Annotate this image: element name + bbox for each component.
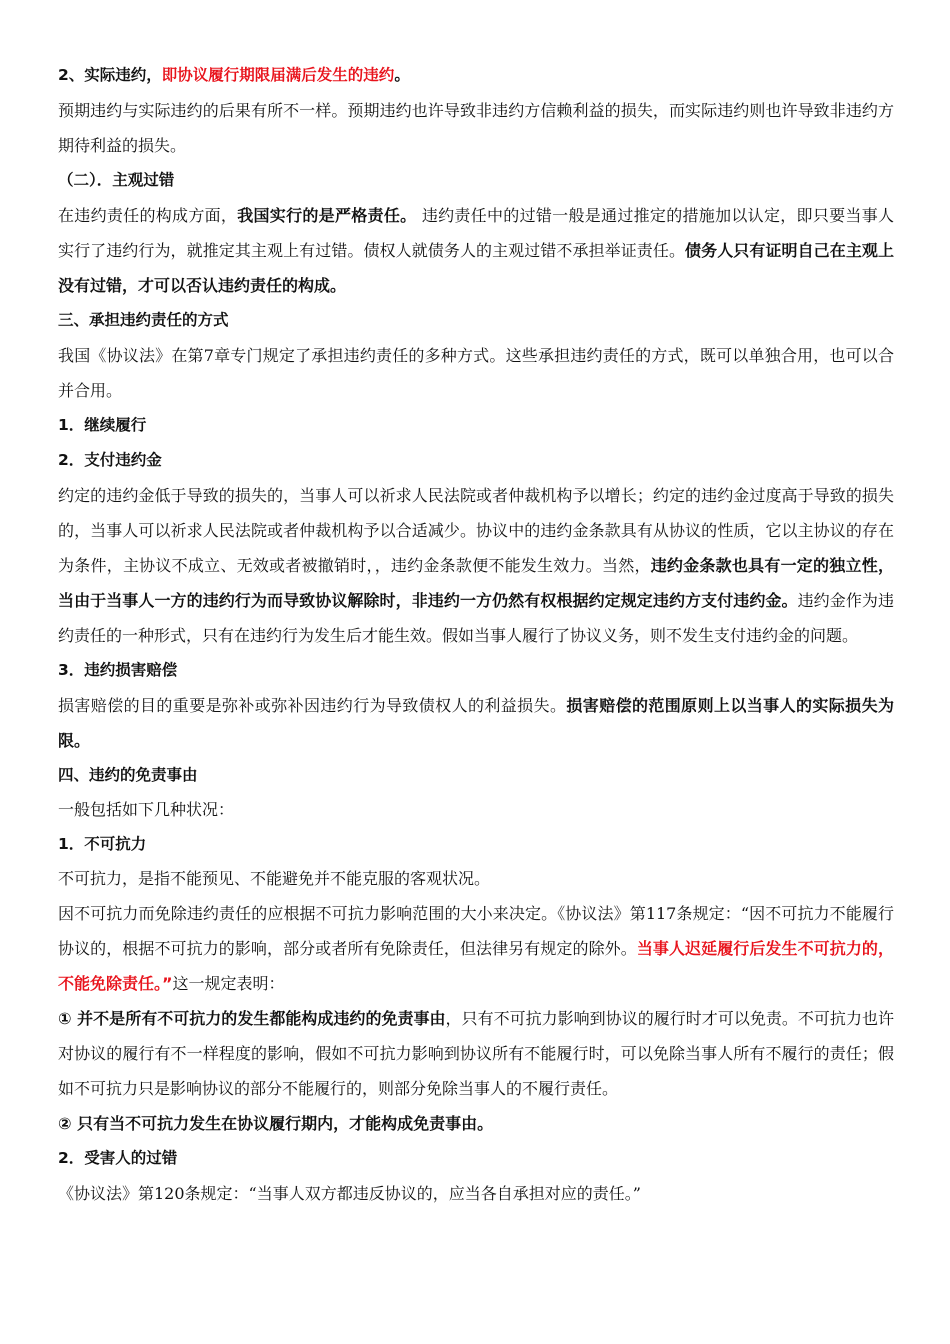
paragraph-text: 违约金作为违约责任的一种形式，只有在违约行为发生后才能生效。假如当事人履行了协议义务，则不发生支付违约金的问题。	[58, 591, 894, 645]
article-120-paragraph: 《协议法》第120条规定：“当事人双方都违反协议的，应当各自承担对应的责任。”	[58, 1184, 641, 1203]
force-majeure-heading: 1．不可抗力	[58, 835, 147, 853]
paragraph-text: 在违约责任的构成方面，	[58, 206, 238, 225]
damages-compensation-heading: 3．违约损害赔偿	[58, 661, 178, 679]
breach-consequence-paragraph: 预期违约与实际违约的后果有所不一样。预期违约也许导致非违约方信赖利益的损失，而实际违约则也许导致非违约方期待利益的损失。	[58, 101, 894, 155]
point-two-paragraph: ② 只有当不可抗力发生在协议履行期内，才能构成免责事由。	[58, 1114, 494, 1133]
bold-emphasis: 债务人只有证明自己在主观上没有过错，才可以否认违约责任的构成。	[58, 241, 894, 295]
paragraph-text: ，只有不可抗力影响到协议的履行时才可以免责。不可抗力也许对协议的履行有不一样程度的影响，假如不可抗力影响到协议所有不能履行时，可以免除当事人所有不履行的责任；假如不可抗力只是影响协议的部分不能履行的，则部分免除当事人的不履行责任。	[58, 1009, 894, 1098]
exemption-heading: 四、违约的免责事由	[58, 766, 198, 784]
red-emphasis: 即协议履行期限届满后发生的违约	[161, 66, 395, 84]
strict-liability-paragraph	[58, 198, 894, 303]
paragraph-text: 因不可抗力而免除违约责任的应根据不可抗力影响范围的大小来决定。《协议法》第117条规定：“因不可抗力不能履行协议的，根据不可抗力的影响，部分或者所有免除责任，但法律另有规定的除外。	[58, 904, 894, 958]
bold-emphasis: 违约金条款也具有一定的独立性，当由于当事人一方的违约行为而导致协议解除时，非违约一方仍然有权根据约定规定违约方支付违约金。	[58, 556, 894, 610]
punctuation: 。	[394, 66, 410, 84]
subjective-fault-heading: （二）．主观过错	[58, 171, 175, 189]
article-117-paragraph	[58, 896, 894, 1001]
paragraph-text: 约定的违约金低于导致的损失的，当事人可以祈求人民法院或者仲裁机构予以增长；约定的违约金过度高于导致的损失的，当事人可以祈求人民法院或者仲裁机构予以合适减少。协议中的违约金条款具有从协议的性质，它以主协议的存在为条件，主协议不成立、无效或者被撤销时，，违约金条款便不能发生效力。当然，	[58, 486, 894, 575]
bold-emphasis: 损害赔偿的范围原则上以当事人的实际损失为限。	[58, 696, 894, 750]
exemption-intro: 一般包括如下几种状况：	[58, 800, 235, 819]
liquidated-damages-paragraph	[58, 478, 894, 653]
force-majeure-definition: 不可抗力，是指不能预见、不能避免并不能克服的客观状况。	[58, 869, 491, 888]
point-one-paragraph	[58, 1001, 894, 1106]
bold-emphasis: ① 并不是所有不可抗力的发生都能构成违约的免责事由	[58, 1009, 446, 1028]
victim-fault-heading: 2．受害人的过错	[58, 1149, 178, 1167]
paragraph-text: 违约责任中的过错一般是通过推定的措施加以认定，即只要当事人实行了违约行为，就推定其主观上有过错。债权人就债务人的主观过错不承担举证责任。	[58, 206, 894, 260]
liquidated-damages-heading: 2．支付违约金	[58, 451, 162, 469]
liability-methods-heading: 三、承担违约责任的方式	[58, 311, 229, 329]
paragraph-text: 损害赔偿的目的重要是弥补或弥补因违约行为导致债权人的利益损失。	[58, 696, 567, 715]
bold-emphasis: 我国实行的是严格责任。	[237, 206, 417, 225]
paragraph-text: 这一规定表明：	[172, 974, 285, 993]
damages-compensation-paragraph	[58, 688, 894, 758]
continue-performance-heading: 1．继续履行	[58, 416, 147, 434]
contract-law-chapter7-paragraph: 我国《协议法》在第7章专门规定了承担违约责任的多种方式。这些承担违约责任的方式，既可以单独合用，也可以合并合用。	[58, 346, 894, 400]
red-emphasis: 当事人迟延履行后发生不可抗力的，不能免除责任。”	[58, 939, 894, 993]
actual-breach-heading	[58, 58, 894, 93]
heading-text: 2、实际违约，	[58, 66, 162, 84]
